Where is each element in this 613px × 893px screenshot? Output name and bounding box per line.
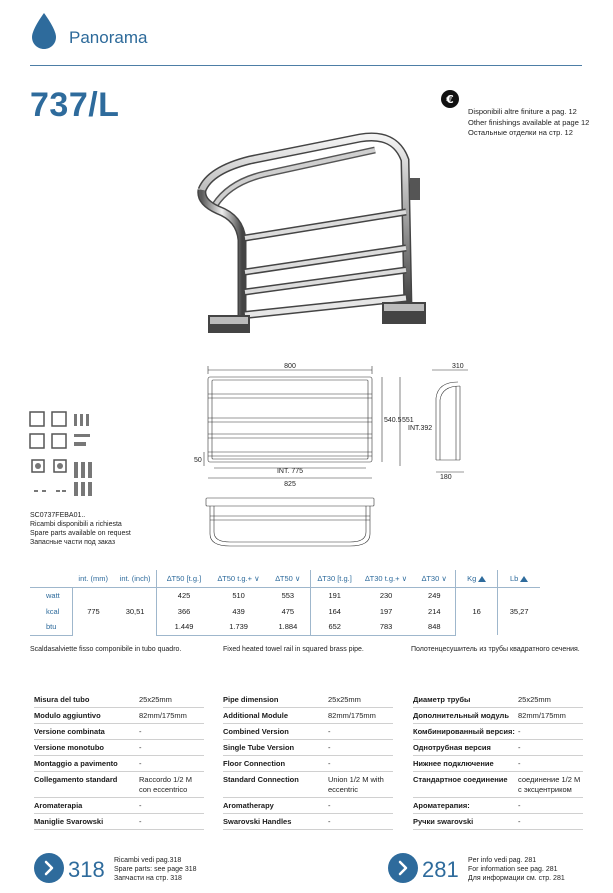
- spec-value: -: [328, 743, 331, 752]
- dim-int-width-label: INT. 775: [276, 468, 304, 475]
- spec-row: [223, 772, 393, 798]
- header-dt50-tg: ∆T50 [t.g.]: [156, 570, 211, 587]
- spec-row: [413, 772, 583, 798]
- spec-row: [413, 708, 583, 724]
- spec-value: 25x25mm: [139, 695, 172, 704]
- spec-row: [223, 756, 393, 772]
- dim-bottom-label: 50: [194, 457, 202, 464]
- towel-rail-photo: [190, 130, 440, 340]
- table-cell: 230: [379, 590, 393, 600]
- spec-row: [223, 814, 393, 830]
- table-cell: 1.739: [211, 619, 266, 635]
- spec-value: 82mm/175mm: [518, 711, 566, 720]
- spec-key: Pipe dimension: [223, 695, 279, 704]
- spec-value: -: [518, 817, 521, 826]
- table-header-row: [30, 570, 540, 587]
- spec-key: Maniglie Svarowski: [34, 817, 104, 826]
- finishes-it: Disponibili altre finiture a pag. 12: [468, 107, 577, 116]
- spec-value: Raccordo 1/2 M con eccentrico: [139, 775, 192, 794]
- spare-it: Ricambi disponibili a richiesta: [30, 521, 122, 528]
- spec-row: [223, 740, 393, 756]
- svg-text:€: €: [446, 93, 454, 106]
- spec-row: [34, 814, 204, 830]
- header-empty: [30, 570, 72, 587]
- spec-key: Additional Module: [223, 711, 288, 720]
- dim-height-a-label: 540.5: [384, 417, 402, 424]
- header-divider: [30, 65, 582, 66]
- spec-row: [34, 708, 204, 724]
- header-dt30-tgv: ∆T30 t.g.+ ∨: [359, 570, 414, 587]
- header-lb: [498, 570, 540, 587]
- table-cell: 366: [177, 606, 191, 616]
- spec-value: -: [139, 759, 142, 768]
- spec-key: Modulo aggiuntivo: [34, 711, 101, 720]
- dim-int-height-label: INT.392: [408, 425, 433, 432]
- spec-row: [413, 724, 583, 740]
- spec-key: Collegamento standard: [34, 775, 118, 784]
- description-ru: Полотенцесушитель из трубы квадратного сечения.: [411, 646, 580, 653]
- table-cell: 191: [328, 590, 341, 600]
- spec-row: [223, 724, 393, 740]
- row-label-watt: watt: [30, 587, 72, 603]
- spec-row: [34, 798, 204, 814]
- performance-table: [30, 570, 540, 636]
- dim-width-label: 800: [284, 363, 296, 370]
- header-dt50-v: ∆T50 ∨: [266, 570, 310, 587]
- spec-row: [223, 798, 393, 814]
- weight-icon: [520, 576, 528, 582]
- spare-parts-icons: [28, 410, 108, 505]
- spec-row: [223, 692, 393, 708]
- spec-value: 82mm/175mm: [139, 711, 187, 720]
- info-page-number[interactable]: 281: [422, 857, 459, 882]
- spec-row: [413, 756, 583, 772]
- table-cell: 510: [232, 590, 245, 600]
- brand-title: Panorama: [69, 28, 148, 47]
- spare-en: Spare parts available on request: [30, 530, 131, 537]
- table-cell: 553: [266, 587, 310, 603]
- header-lb-label: Lb: [509, 573, 519, 583]
- spec-row: [34, 692, 204, 708]
- header-dt30-v: ∆T30 ∨: [413, 570, 455, 587]
- spec-key: Aromaterapia: [34, 801, 83, 810]
- table-row: [30, 587, 540, 603]
- spec-row: [34, 740, 204, 756]
- table-cell: 783: [359, 619, 414, 635]
- spec-key: Нижнее подключение: [413, 759, 494, 768]
- row-label-kcal: kcal: [30, 603, 72, 619]
- spec-value: -: [139, 727, 142, 736]
- finishes-ru: Остальные отделки на стр. 12: [468, 128, 573, 137]
- spec-value: -: [518, 743, 521, 752]
- spare-parts-note: [30, 511, 131, 547]
- header-int-inch: int. (inch): [114, 570, 156, 587]
- description-en: Fixed heated towel rail in squared brass pipe.: [223, 646, 364, 653]
- footer-left-en: Spare parts: see page 318: [114, 866, 197, 873]
- top-view-drawing: [200, 494, 380, 554]
- spec-key: Floor Connection: [223, 759, 286, 768]
- footer-left-ru: Запчасти на стр. 318: [114, 875, 182, 882]
- cell-lb: 35,27: [509, 606, 529, 616]
- spec-key: Single Tube Version: [223, 743, 295, 752]
- chevron-right-icon: [34, 853, 64, 883]
- spec-table-it: [34, 692, 204, 830]
- table-cell: 475: [266, 603, 310, 619]
- spec-value: -: [139, 743, 142, 752]
- footer-right-it: Per info vedi pag. 281: [468, 857, 537, 864]
- water-drop-icon: [30, 12, 58, 50]
- cell-int-inch: 30,51: [114, 587, 156, 635]
- spec-row: [413, 740, 583, 756]
- front-dimension-drawing: [190, 360, 420, 490]
- cell-kg: 16: [456, 587, 498, 635]
- spare-parts-page-note: [114, 856, 197, 883]
- cell-int-mm: 775: [87, 606, 100, 616]
- spec-key: Ароматерапия:: [413, 801, 470, 810]
- spec-row: [413, 798, 583, 814]
- spec-value: Union 1/2 M with eccentric: [328, 775, 384, 794]
- header-int-mm: int. (mm): [72, 570, 114, 587]
- model-number: 737/L: [30, 86, 120, 124]
- spec-value: -: [518, 759, 521, 768]
- spec-row: [413, 692, 583, 708]
- spec-value: -: [328, 817, 331, 826]
- spec-key: Диаметр трубы: [413, 695, 471, 704]
- spec-row: [223, 708, 393, 724]
- spec-table-ru: [413, 692, 583, 830]
- spec-row: [34, 724, 204, 740]
- spec-key: Комбинированный версия:: [413, 727, 515, 736]
- header-kg-label: Kg: [467, 573, 477, 583]
- finishes-en: Other finishings available at page 12: [468, 117, 590, 127]
- header-kg: [456, 570, 498, 587]
- spec-key: Стандартное соединение: [413, 775, 508, 784]
- euro-icon: [441, 90, 459, 108]
- spec-value: 82mm/175mm: [328, 711, 376, 720]
- spare-code: SC0737FEBA01..: [30, 512, 86, 519]
- description-it: Scaldasalviette fisso componibile in tubo quadro.: [30, 646, 182, 653]
- page-header: [0, 0, 613, 66]
- dim-height-b-label: 551: [402, 417, 414, 424]
- info-link-button[interactable]: [388, 853, 418, 883]
- row-label-btu: btu: [30, 619, 72, 635]
- table-cell: 249: [413, 587, 455, 603]
- spec-row: [34, 772, 204, 798]
- spare-parts-link-button[interactable]: [34, 853, 64, 883]
- finishes-note: [468, 107, 589, 139]
- spec-key: Misura del tubo: [34, 695, 90, 704]
- spec-value: -: [139, 801, 142, 810]
- spec-key: Дополнительный модуль: [413, 711, 509, 720]
- header-dt50-tgv: ∆T50 t.g.+ ∨: [211, 570, 266, 587]
- table-cell: 214: [413, 603, 455, 619]
- weight-icon: [478, 576, 486, 582]
- dim-depth-label: 180: [440, 474, 452, 481]
- spec-value: соединение 1/2 M с эксцентриком: [518, 775, 581, 794]
- spec-key: Standard Connection: [223, 775, 299, 784]
- table-cell: 439: [232, 606, 245, 616]
- dim-width-b-label: 825: [284, 481, 296, 488]
- table-cell: 164: [328, 606, 341, 616]
- spec-key: Aromatherapy: [223, 801, 274, 810]
- table-cell: 652: [310, 619, 358, 635]
- spec-key: Montaggio a pavimento: [34, 759, 118, 768]
- info-page-note: [468, 856, 565, 883]
- spec-key: Versione monotubo: [34, 743, 105, 752]
- spec-table-en: [223, 692, 393, 830]
- footer-right-ru: Для информации см. стр. 281: [468, 875, 565, 882]
- spec-value: -: [139, 817, 142, 826]
- spec-key: Swarovski Handles: [223, 817, 292, 826]
- spec-value: -: [518, 801, 521, 810]
- spec-row: [34, 756, 204, 772]
- footer-right-en: For information see pag. 281: [468, 866, 558, 873]
- table-cell: 197: [379, 606, 393, 616]
- dim-side-width-label: 310: [452, 363, 464, 370]
- spec-value: 25x25mm: [328, 695, 361, 704]
- chevron-right-icon: [388, 853, 418, 883]
- table-cell: 1.449: [156, 619, 211, 635]
- spec-value: -: [328, 801, 331, 810]
- spec-key: Однотрубная версия: [413, 743, 491, 752]
- spec-key: Combined Version: [223, 727, 289, 736]
- spec-row: [413, 814, 583, 830]
- table-cell: 848: [413, 619, 455, 635]
- spec-key: Ручки swarovski: [413, 817, 474, 826]
- spec-value: -: [328, 759, 331, 768]
- spec-value: -: [328, 727, 331, 736]
- spare-parts-page-number[interactable]: 318: [68, 857, 105, 882]
- spec-key: Versione combinata: [34, 727, 105, 736]
- table-cell: 425: [177, 590, 191, 600]
- header-dt30-tg: ∆T30 [t.g.]: [310, 570, 358, 587]
- spare-ru: Запасные части под заказ: [30, 539, 116, 546]
- spec-value: 25x25mm: [518, 695, 551, 704]
- table-cell: 1.884: [266, 619, 310, 635]
- footer-left-it: Ricambi vedi pag.318: [114, 857, 182, 864]
- spec-value: -: [518, 727, 521, 736]
